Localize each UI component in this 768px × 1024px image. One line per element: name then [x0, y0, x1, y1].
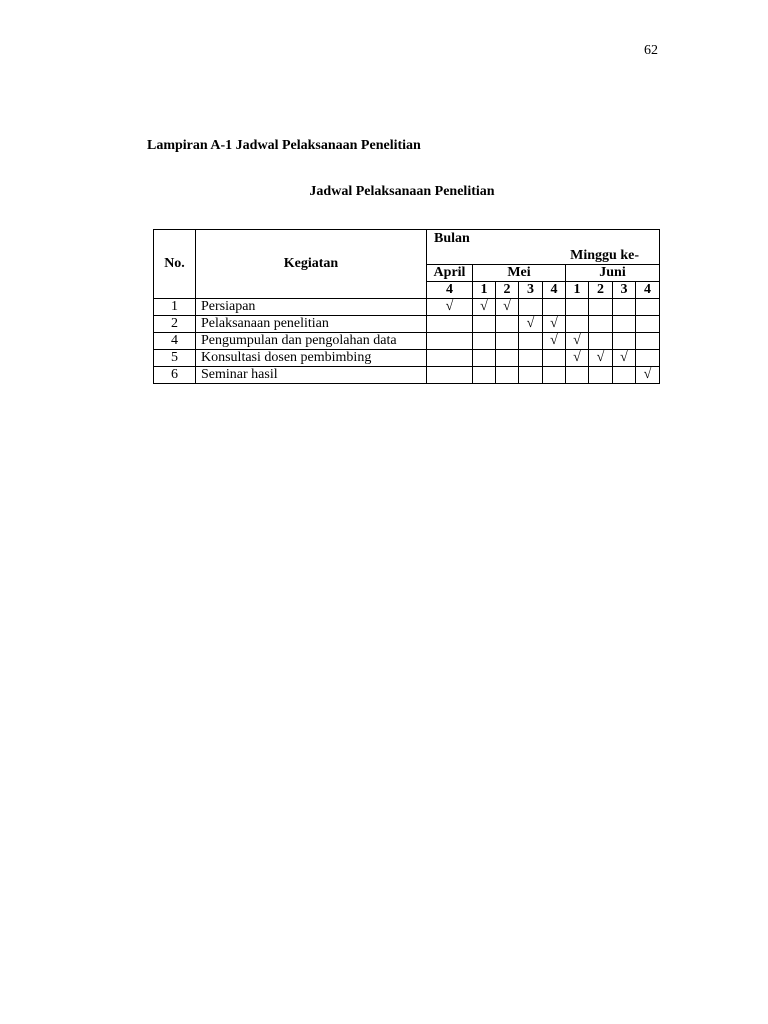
row-activity: Seminar hasil [196, 367, 427, 384]
week-mark-cell: √ [519, 316, 543, 333]
table-row [154, 350, 660, 367]
header-week-group-label: Minggu ke- [570, 248, 640, 263]
week-mark-cell [519, 333, 543, 350]
week-mark-cell [496, 333, 519, 350]
table-title: Jadwal Pelaksanaan Penelitian [309, 184, 495, 199]
week-mark-cell: √ [566, 350, 589, 367]
week-mark-cell [613, 367, 636, 384]
header-activity: Kegiatan [196, 230, 427, 299]
week-mark-cell [613, 316, 636, 333]
row-number: 2 [154, 316, 196, 333]
week-mark-cell [427, 350, 473, 367]
week-mark-cell [519, 350, 543, 367]
week-mark-cell [613, 333, 636, 350]
week-mark-cell: √ [636, 367, 660, 384]
table-row [154, 367, 660, 384]
header-week: 3 [519, 282, 543, 299]
table-row [154, 299, 660, 316]
header-month-group-label: Bulan [434, 231, 470, 246]
week-mark-cell [589, 316, 613, 333]
week-mark-cell: √ [613, 350, 636, 367]
row-activity: Konsultasi dosen pembimbing [196, 350, 427, 367]
week-mark-cell: √ [496, 299, 519, 316]
week-mark-cell [543, 350, 566, 367]
week-mark-cell [566, 316, 589, 333]
header-row-months-group [154, 230, 660, 265]
header-week: 4 [427, 282, 473, 299]
week-mark-cell [519, 299, 543, 316]
week-mark-cell [496, 367, 519, 384]
week-mark-cell [613, 299, 636, 316]
row-number: 4 [154, 333, 196, 350]
row-activity: Persiapan [196, 299, 427, 316]
week-mark-cell: √ [473, 299, 496, 316]
week-mark-cell [589, 367, 613, 384]
header-month-week-group [427, 230, 660, 265]
appendix-title: Lampiran A-1 Jadwal Pelaksanaan Penelitian [147, 138, 421, 153]
week-mark-cell [427, 367, 473, 384]
row-activity: Pelaksanaan penelitian [196, 316, 427, 333]
week-mark-cell [636, 350, 660, 367]
week-mark-cell [473, 333, 496, 350]
header-week: 2 [589, 282, 613, 299]
header-week: 1 [566, 282, 589, 299]
header-week: 4 [543, 282, 566, 299]
row-number: 1 [154, 299, 196, 316]
header-week: 2 [496, 282, 519, 299]
header-month: Mei [473, 265, 566, 282]
week-mark-cell [427, 333, 473, 350]
week-mark-cell [566, 367, 589, 384]
week-mark-cell [589, 333, 613, 350]
page-number: 62 [644, 43, 658, 58]
week-mark-cell [636, 299, 660, 316]
week-mark-cell [473, 350, 496, 367]
header-week: 1 [473, 282, 496, 299]
table-row [154, 333, 660, 350]
row-number: 6 [154, 367, 196, 384]
table-row [154, 316, 660, 333]
week-mark-cell [543, 367, 566, 384]
row-activity: Pengumpulan dan pengolahan data [196, 333, 427, 350]
week-mark-cell [473, 367, 496, 384]
week-mark-cell: √ [543, 316, 566, 333]
header-week: 4 [636, 282, 660, 299]
week-mark-cell [427, 316, 473, 333]
header-week: 3 [613, 282, 636, 299]
week-mark-cell [566, 299, 589, 316]
week-mark-cell [636, 316, 660, 333]
week-mark-cell [543, 299, 566, 316]
row-number: 5 [154, 350, 196, 367]
week-mark-cell [496, 350, 519, 367]
header-no: No. [154, 230, 196, 299]
week-mark-cell: √ [589, 350, 613, 367]
week-mark-cell [473, 316, 496, 333]
week-mark-cell: √ [543, 333, 566, 350]
week-mark-cell [589, 299, 613, 316]
week-mark-cell [519, 367, 543, 384]
header-month: Juni [566, 265, 660, 282]
schedule-table [153, 229, 660, 384]
week-mark-cell: √ [566, 333, 589, 350]
week-mark-cell: √ [427, 299, 473, 316]
header-month: April [427, 265, 473, 282]
week-mark-cell [636, 333, 660, 350]
week-mark-cell [496, 316, 519, 333]
